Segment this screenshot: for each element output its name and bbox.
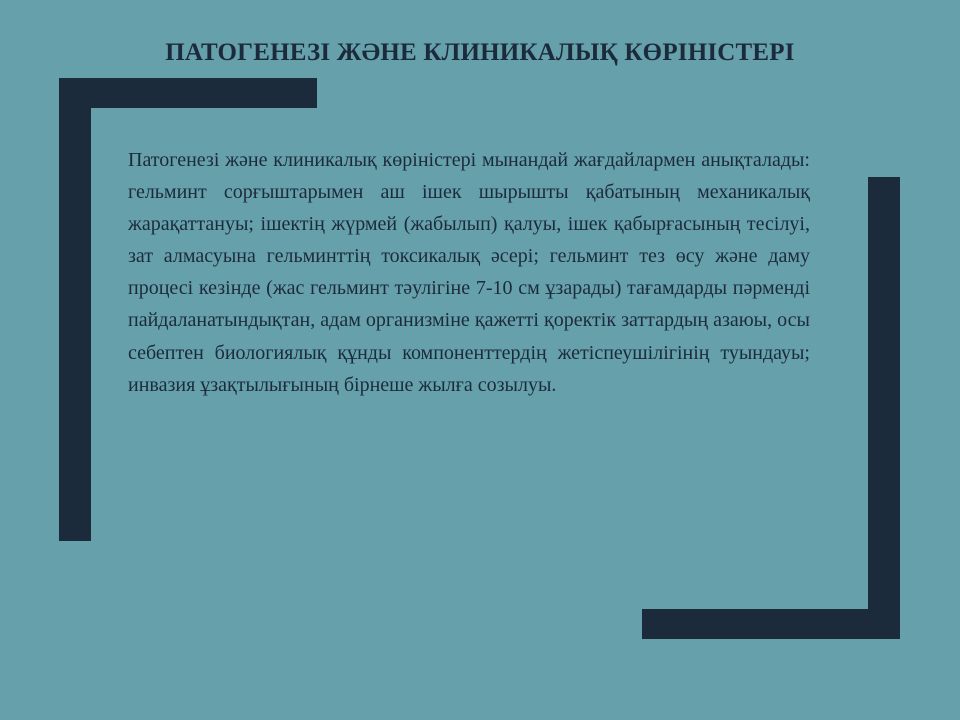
body-paragraph: Патогенезі және клиникалық көріністері мынандай жағдайлармен анықталады: гельминт сорғыштарымен аш ішек шырышты қабатының механикалық жарақаттануы; ішектің жүрмей (жабылып) қалуы, ішек қабырғасының тесілуі, зат алмасуына гельминттің токсикалық әсері; гельминт тез өсу және даму процесі кезінде (жас гельминт тәулігіне 7-10 см ұзарады) тағамдарды пәрменді пайдаланатындықтан, адам организміне қажетті қоректік заттардың азаюы, осы себептен биологиялық құнды компоненттердің жетіспеушілігінің туындауы; инвазия ұзақтылығының бірнеше жылға созылуы. <box>128 149 810 396</box>
frame-top-left-horizontal-bar <box>59 78 317 108</box>
frame-bottom-right-horizontal-bar <box>642 609 900 639</box>
frame-top-left-vertical-bar <box>59 78 91 541</box>
frame-bottom-right-vertical-bar <box>868 177 900 639</box>
slide-title: ПАТОГЕНЕЗІ ЖӘНЕ КЛИНИКАЛЫҚ КӨРІНІСТЕРІ <box>165 39 795 66</box>
